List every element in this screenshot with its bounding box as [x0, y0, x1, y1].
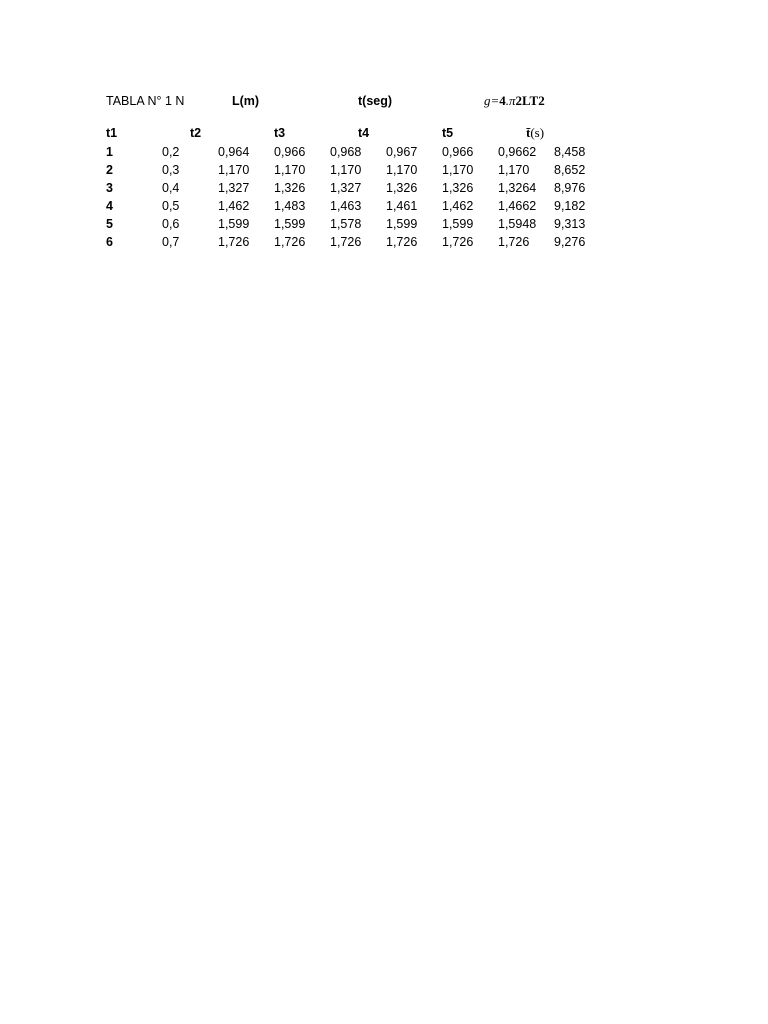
- time-cell-3: 1,578: [330, 217, 362, 231]
- col-t1: t1: [106, 126, 118, 140]
- gravity-cell: 8,458: [554, 145, 586, 159]
- time-cell-3: 1,327: [330, 181, 362, 195]
- average-cell: 1,726: [498, 235, 530, 249]
- time-cell-3: 1,170: [330, 163, 362, 177]
- formula-four: 4: [499, 93, 506, 108]
- average-cell: 1,5948: [498, 217, 537, 231]
- time-cell-1: 1,726: [218, 235, 250, 249]
- col-t2: t2: [190, 126, 202, 140]
- gravity-cell: 9,313: [554, 217, 586, 231]
- row-number: 1: [106, 145, 113, 159]
- formula-pi: .π: [505, 93, 516, 108]
- col-t4: t4: [358, 126, 370, 140]
- table-row: [0, 144, 768, 162]
- time-cell-2: 1,726: [274, 235, 306, 249]
- time-header: t(seg): [358, 94, 393, 108]
- length-cell: 0,6: [162, 217, 180, 231]
- time-cell-1: 1,327: [218, 181, 250, 195]
- table-row: [0, 162, 768, 180]
- average-cell: 0,9662: [498, 145, 537, 159]
- gravity-cell: 8,652: [554, 163, 586, 177]
- length-cell: 0,5: [162, 199, 180, 213]
- time-cell-1: 1,599: [218, 217, 250, 231]
- time-cell-5: 1,462: [442, 199, 474, 213]
- time-cell-1: 0,964: [218, 145, 250, 159]
- time-cell-3: 0,968: [330, 145, 362, 159]
- col-tbar: [526, 125, 544, 141]
- length-cell: 0,3: [162, 163, 180, 177]
- formula-g: g=: [484, 93, 500, 108]
- time-cell-5: 1,326: [442, 181, 474, 195]
- row-number: 3: [106, 181, 113, 195]
- col-t5: t5: [442, 126, 454, 140]
- time-cell-2: 1,326: [274, 181, 306, 195]
- time-cell-3: 1,726: [330, 235, 362, 249]
- table-row: [0, 180, 768, 198]
- table-title: TABLA N° 1 N: [106, 94, 185, 108]
- average-cell: 1,4662: [498, 199, 537, 213]
- time-cell-5: 1,170: [442, 163, 474, 177]
- length-header: L(m): [232, 94, 260, 108]
- time-cell-4: 1,170: [386, 163, 418, 177]
- time-cell-4: 1,599: [386, 217, 418, 231]
- row-number: 2: [106, 163, 113, 177]
- col-t3: t3: [274, 126, 286, 140]
- table-row: [0, 216, 768, 234]
- time-cell-5: 1,599: [442, 217, 474, 231]
- time-cell-2: 1,170: [274, 163, 306, 177]
- gravity-cell: 8,976: [554, 181, 586, 195]
- time-cell-2: 1,483: [274, 199, 306, 213]
- row-number: 6: [106, 235, 113, 249]
- time-cell-1: 1,462: [218, 199, 250, 213]
- average-cell: 1,170: [498, 163, 530, 177]
- tbar-unit: (s): [530, 125, 545, 140]
- formula-rest: 2LT2: [515, 93, 545, 108]
- time-cell-4: 1,461: [386, 199, 418, 213]
- time-cell-4: 0,967: [386, 145, 418, 159]
- row-number: 4: [106, 199, 113, 213]
- time-cell-4: 1,326: [386, 181, 418, 195]
- average-cell: 1,3264: [498, 181, 537, 195]
- time-cell-5: 1,726: [442, 235, 474, 249]
- time-cell-2: 0,966: [274, 145, 306, 159]
- table-row: [0, 198, 768, 216]
- length-cell: 0,2: [162, 145, 180, 159]
- table-row: [0, 234, 768, 252]
- tbar-symbol: t̄: [526, 125, 531, 140]
- gravity-formula: [484, 93, 545, 109]
- time-cell-3: 1,463: [330, 199, 362, 213]
- gravity-cell: 9,182: [554, 199, 586, 213]
- gravity-cell: 9,276: [554, 235, 586, 249]
- time-cell-4: 1,726: [386, 235, 418, 249]
- time-cell-5: 0,966: [442, 145, 474, 159]
- time-cell-2: 1,599: [274, 217, 306, 231]
- length-cell: 0,4: [162, 181, 180, 195]
- row-number: 5: [106, 217, 113, 231]
- length-cell: 0,7: [162, 235, 180, 249]
- time-cell-1: 1,170: [218, 163, 250, 177]
